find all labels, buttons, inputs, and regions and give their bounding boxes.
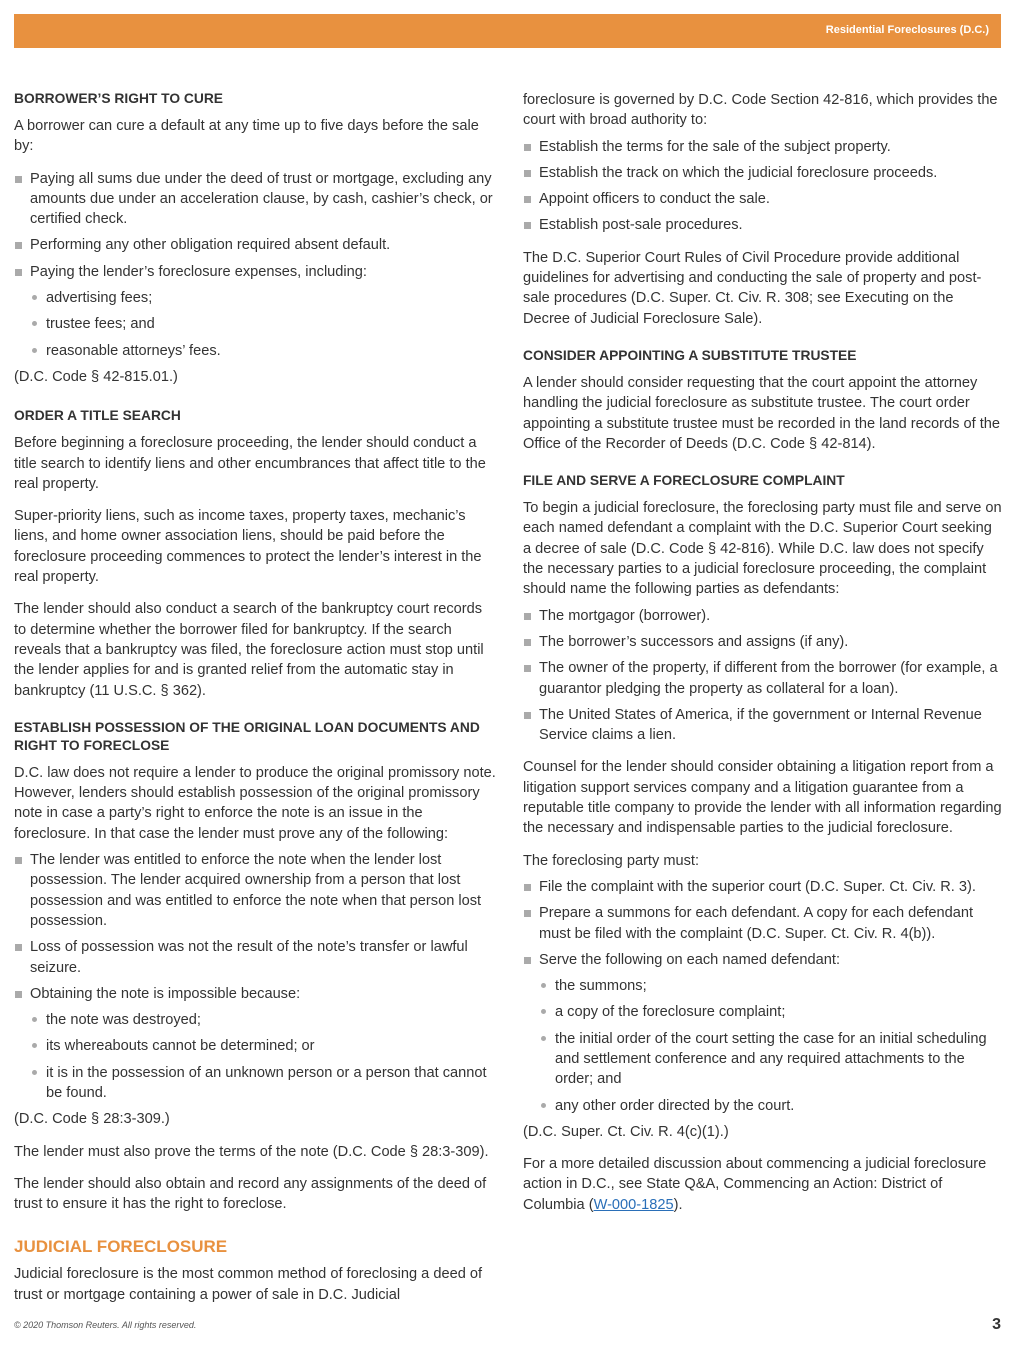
list-item: The borrower’s successors and assigns (if any). [523,632,1003,652]
list-item: Paying all sums due under the deed of trust or mortgage, excluding any amounts due under an acceleration clause, by cash, cashier’s check, or certified check. [14,169,496,230]
paragraph: The lender should also obtain and record any assignments of the deed of trust to ensure it has the right to foreclose. [14,1175,487,1213]
paragraph: Super-priority liens, such as income taxes, property taxes, mechanic’s liens, and home owner association liens, should be paid before the foreclosure proceeding commences to protect the lender’s interest in the real property. [14,508,482,586]
section-heading-title-search: ORDER A TITLE SEARCH [14,408,181,424]
list-item: The owner of the property, if different from the borrower (for example, a guarantor pledging the property as collateral for a loan). [523,658,1003,699]
section-heading-judicial: JUDICIAL FORECLOSURE [14,1237,228,1257]
paragraph: A lender should consider requesting that the court appoint the attorney handling the judicial foreclosure as substitute trustee. The court order appointing a substitute trustee must be recorded in the land records of the Office of the Recorder of Deeds (D.C. Code § 42-814). [523,374,1001,452]
header-title: Residential Foreclosures (D.C.) [825,24,989,36]
citation: (D.C. Super. Ct. Civ. R. 4(c)(1).) [523,1123,729,1140]
list-item: Paying the lender’s foreclosure expenses, including: [14,262,496,282]
bullet-list [523,137,1003,236]
paragraph: foreclosure is governed by D.C. Code Section 42-816, which provides the court with broad authority to: [523,92,998,129]
section-heading-cure: BORROWER’S RIGHT TO CURE [14,91,224,106]
bullet-list [14,850,496,1004]
sub-bullet-list [14,1010,496,1103]
list-item: File the complaint with the superior court (D.C. Super. Ct. Civ. R. 3). [523,877,1003,897]
list-item: The mortgagor (borrower). [523,606,1003,626]
list-item: Loss of possession was not the result of the note’s transfer or lawful seizure. [14,937,496,978]
copyright: © 2020 Thomson Reuters. All rights reserved. [14,1320,197,1330]
paragraph: A borrower can cure a default at any time up to five days before the sale by: [14,118,479,155]
sub-list-item: its whereabouts cannot be determined; or [30,1036,496,1056]
bullet-list [14,169,496,282]
sub-list-item: a copy of the foreclosure complaint; [539,1002,1003,1022]
paragraph: Counsel for the lender should consider obtaining a litigation report from a litigation support services company and a litigation guarantee from a reputable title company to provide the lender with all information regarding the necessary and indispensable parties to the judicial foreclosure. [523,759,1002,837]
paragraph: To begin a judicial foreclosure, the foreclosing party must file and serve on each named defendant a complaint with the D.C. Superior Court seeking a decree of sale (D.C. Code § 42-816). While D.C. law does not specify the necessary parties to a judicial foreclosure proceeding, the complaint should name the following parties as defendants: [523,500,1002,598]
list-item: Performing any other obligation required absent default. [14,235,496,255]
section-heading-substitute: CONSIDER APPOINTING A SUBSTITUTE TRUSTEE [523,347,857,363]
list-item: The United States of America, if the government or Internal Revenue Service claims a lien. [523,705,1003,746]
sub-list-item: the initial order of the court setting the case for an initial scheduling and settlement conference and any required attachments to the order; and [539,1029,1003,1090]
list-item: The lender was entitled to enforce the note when the lender lost possession. The lender acquired ownership from a person that lost possession and was entitled to enforce the note when that person lost possession. [14,850,496,931]
citation: (D.C. Code § 42-815.01.) [14,368,178,385]
cross-reference-link[interactable]: W-000-1825 [593,1196,674,1213]
sub-list-item: it is in the possession of an unknown person or a person that cannot be found. [30,1063,496,1104]
bullet-list [523,606,1003,746]
list-item: Appoint officers to conduct the sale. [523,189,1003,209]
list-item: Establish the track on which the judicial foreclosure proceeds. [523,163,1003,183]
page-number: 3 [992,1316,1001,1333]
sub-list-item: the note was destroyed; [30,1010,496,1030]
list-item: Prepare a summons for each defendant. A copy for each defendant must be filed with the complaint (D.C. Super. Ct. Civ. R. 4(b)). [523,903,1003,944]
sub-list-item: reasonable attorneys’ fees. [30,341,496,361]
cross-reference-close: ). [673,1196,683,1213]
sub-list-item: any other order directed by the court. [539,1096,1003,1116]
paragraph: The D.C. Superior Court Rules of Civil Procedure provide additional guidelines for advertising and conducting the sale of property and post-sale procedures (D.C. Super. Ct. Civ. R. 308; see Executing on the Decree of Judicial Foreclosure Sale). [523,249,982,327]
section-heading-possession: ESTABLISH POSSESSION OF THE ORIGINAL LOAN DOCUMENTS AND RIGHT TO FORECLOSE [14,719,480,753]
paragraph: The foreclosing party must: [523,852,700,869]
list-item: Establish post-sale procedures. [523,215,1003,235]
paragraph: Judicial foreclosure is the most common method of foreclosing a deed of trust or mortgage containing a power of sale in D.C. Judicial [14,1266,483,1303]
citation: (D.C. Code § 28:3-309.) [14,1111,170,1128]
bullet-list [523,877,1003,970]
sub-list-item: the summons; [539,976,1003,996]
paragraph: The lender should also conduct a search of the bankruptcy court records to determine whether the borrower filed for bankruptcy. If the search reveals that a bankruptcy was filed, the foreclosure action must stop until the lender applies for and is granted relief from the automatic stay in bankruptcy (11 U.S.C. § 362). [14,601,484,699]
sub-list-item: trustee fees; and [30,314,496,334]
list-item: Serve the following on each named defendant: [523,950,1003,970]
paragraph: D.C. law does not require a lender to produce the original promissory note. However, lenders should establish possession of the original promissory note in case a party’s right to enforce the note is an issue in the foreclosure. In that case the lender must prove any of the following: [14,764,496,842]
sub-list-item: advertising fees; [30,288,496,308]
header-bar [14,14,1001,48]
paragraph-cross-reference [523,1154,1003,1215]
sub-bullet-list [14,288,496,361]
cross-reference-text: For a more detailed discussion about commencing a judicial foreclosure action in D.C., see State Q&A, Commencing an Action: District of Columbia ( [523,1156,987,1213]
sub-bullet-list [523,976,1003,1116]
right-column [523,82,1003,1227]
list-item: Obtaining the note is impossible because: [14,984,496,1004]
section-heading-complaint: FILE AND SERVE A FORECLOSURE COMPLAINT [523,473,845,489]
list-item: Establish the terms for the sale of the subject property. [523,137,1003,157]
paragraph: The lender must also prove the terms of the note (D.C. Code § 28:3-309). [14,1143,489,1160]
paragraph: Before beginning a foreclosure proceeding, the lender should conduct a title search to identify liens and other encumbrances that affect title to the real property. [14,435,486,492]
left-column [14,82,496,1317]
